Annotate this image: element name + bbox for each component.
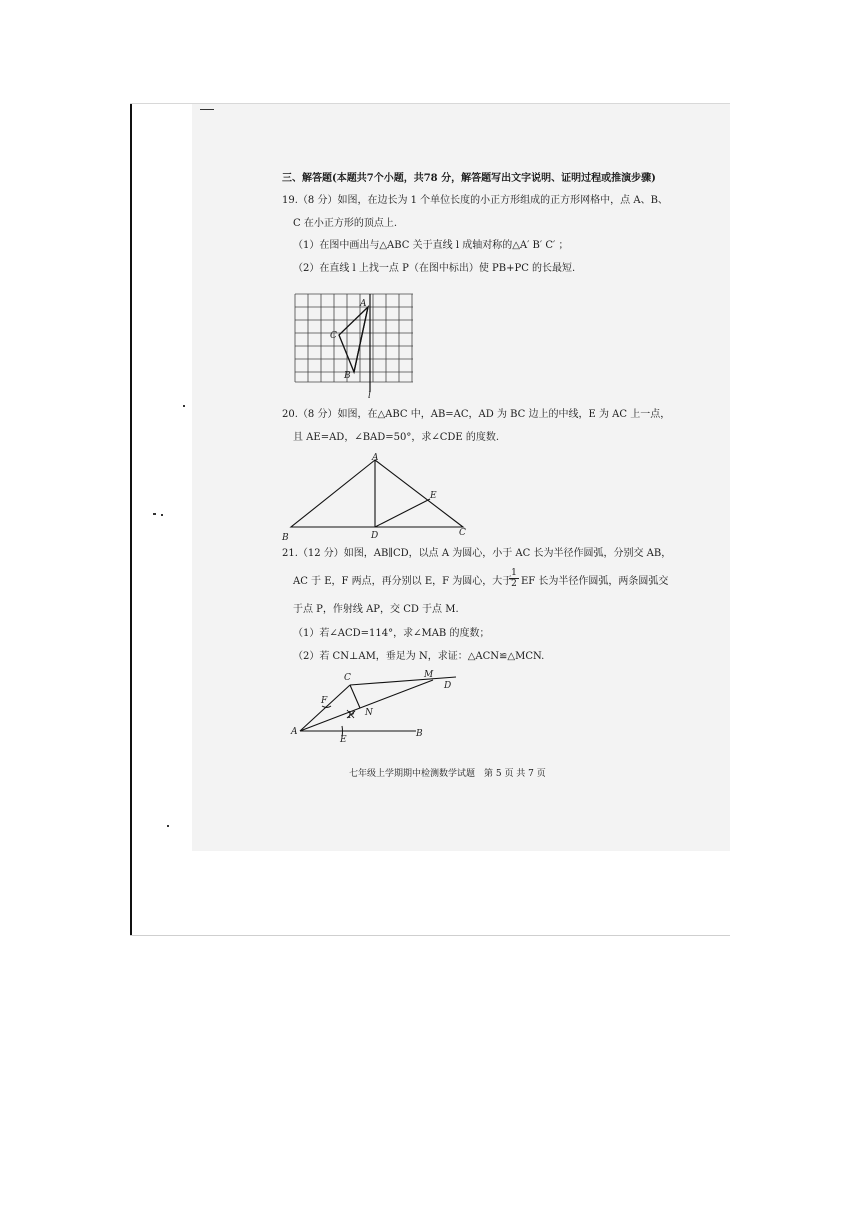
triangle-abc [339,307,368,372]
label-B: B [282,533,289,543]
q20-text-line2: 且 AE=AD，∠BAD=50°，求∠CDE 的度数. [293,432,500,443]
scan-speck [153,513,156,515]
scan-speck [167,825,169,827]
label-M: M [424,670,434,680]
q20-text-line1: 20.（8 分）如图，在△ABC 中，AB=AC，AD 为 BC 边上的中线，E 为 AC 上一点， [282,409,671,420]
ray-ap [300,680,433,731]
label-A: A [372,453,379,463]
fraction-one-half [509,568,519,589]
label-l: l [368,391,371,401]
line-cd [350,677,456,685]
q21-text-line3: 于点 P，作射线 AP，交 CD 于点 M. [293,604,459,615]
page-footer: 七年级上学期期中检测数学试题 第 5 页 共 7 页 [349,769,546,779]
label-C: C [330,331,337,341]
label-C: C [459,528,466,538]
scan-dash-mark [200,109,214,110]
triangle-abc [291,460,463,527]
segment-ac [300,685,350,731]
label-P: P [348,711,355,721]
label-F: F [321,696,328,706]
q21-text-line2a: AC 于 E，F 两点，再分别以 E，F 为圆心，大于 [293,576,513,587]
scan-speck [183,405,185,407]
fraction-numerator: 1 [511,568,517,578]
scan-top-edge [130,103,730,104]
label-E: E [430,491,437,501]
scan-bottom-edge [130,935,730,936]
label-C: C [344,673,351,683]
segment-cn [350,685,360,708]
q21-text-line2b: EF 长为半径作圆弧，两条圆弧交 [521,576,669,587]
section-heading: 三、解答题(本题共7个小题，共78 分，解答题写出文字说明、证明过程或推演步骤) [282,173,656,184]
q19-text-line2: C 在小正方形的顶点上. [293,218,398,229]
q19-text-line1: 19.（8 分）如图，在边长为 1 个单位长度的小正方形组成的正方形网格中，点 A、B、 [282,195,668,206]
fraction-denominator: 2 [509,578,519,589]
label-A: A [291,727,298,737]
label-B: B [344,371,351,381]
triangle-median [354,307,368,372]
label-D: D [444,681,452,691]
q21-text-line1: 21.（12 分）如图，AB∥CD，以点 A 为圆心，小于 AC 长为半径作圆弧，分别交 AB， [282,548,672,559]
scan-speck [161,514,163,516]
label-D: D [371,531,379,541]
q19-part1: （1）在图中画出与△ABC 关于直线 l 成轴对称的△A′ B′ C′ ； [293,240,569,251]
label-N: N [365,708,373,718]
q19-grid-figure [288,290,420,402]
q20-triangle-figure [278,453,478,545]
q21-parallel-figure [288,666,468,746]
label-E: E [340,735,347,745]
scan-left-edge [130,103,132,936]
grid [295,294,413,382]
q19-part2: （2）在直线 l 上找一点 P（在图中标出）使 PB+PC 的长最短. [293,263,576,274]
segment-de [375,499,430,527]
label-A: A [360,299,367,309]
q21-part2: （2）若 CN⊥AM，垂足为 N，求证：△ACN≌△MCN. [293,651,545,662]
label-B: B [416,729,423,739]
q21-part1: （1）若∠ACD=114°，求∠MAB 的度数； [293,628,490,639]
